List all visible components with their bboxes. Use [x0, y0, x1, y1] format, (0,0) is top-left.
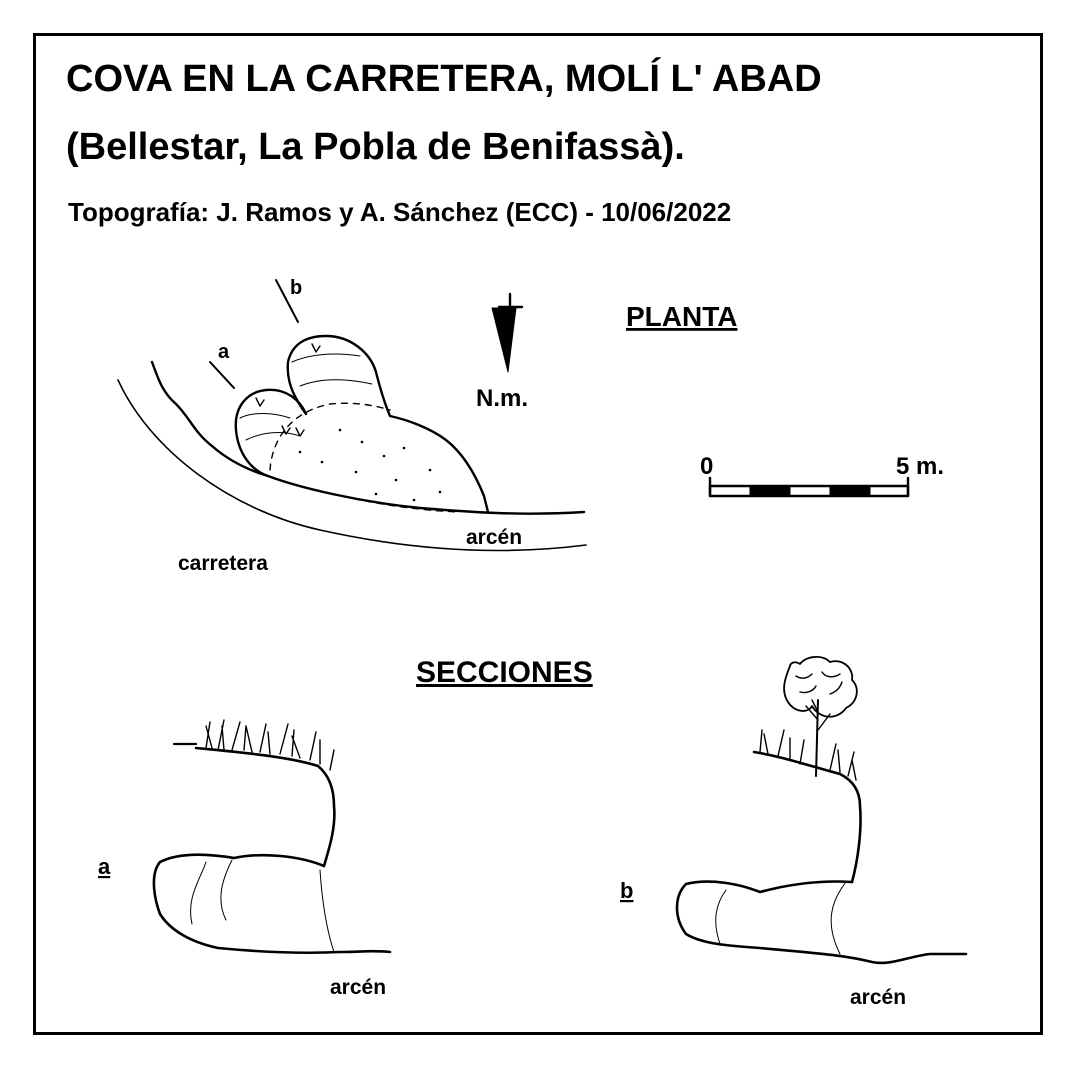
section-a-cave	[154, 855, 390, 953]
scale-end-label: 5 m.	[896, 453, 945, 480]
tree-icon	[784, 657, 857, 776]
plan-heading: PLANTA	[626, 301, 738, 332]
section-b-profile	[677, 657, 966, 963]
cave-plan-outline	[236, 336, 488, 512]
scale-bar	[710, 478, 908, 496]
section-a-surface	[196, 748, 334, 866]
section-b-shoulder-label: arcén	[850, 986, 907, 1009]
section-marker-b: b	[290, 277, 303, 299]
section-a-profile	[154, 720, 390, 953]
north-label: N.m.	[476, 385, 529, 412]
north-arrow-icon	[492, 294, 522, 372]
road-label: carretera	[178, 552, 268, 575]
sections-heading: SECCIONES	[416, 656, 593, 689]
section-b-label: b	[620, 878, 634, 903]
section-b-surface	[754, 752, 861, 882]
plan-shoulder-label: arcén	[466, 526, 523, 549]
survey-location: (Bellestar, La Pobla de Benifassà).	[66, 126, 685, 168]
section-marker-a: a	[218, 341, 230, 363]
scale-start-label: 0	[700, 453, 714, 480]
plan-view	[118, 280, 586, 550]
section-a-shoulder-label: arcén	[330, 976, 387, 999]
section-a-label: a	[98, 854, 111, 879]
section-b-cave	[677, 881, 966, 962]
drip-line-front	[272, 478, 460, 512]
section-line-a	[210, 362, 234, 388]
survey-credits: Topografía: J. Ramos y A. Sánchez (ECC) - 10/06/2022	[68, 197, 732, 227]
survey-title: COVA EN LA CARRETERA, MOLÍ L' ABAD	[66, 58, 822, 100]
drip-line	[270, 403, 390, 470]
section-a-grass-icon	[206, 720, 334, 770]
